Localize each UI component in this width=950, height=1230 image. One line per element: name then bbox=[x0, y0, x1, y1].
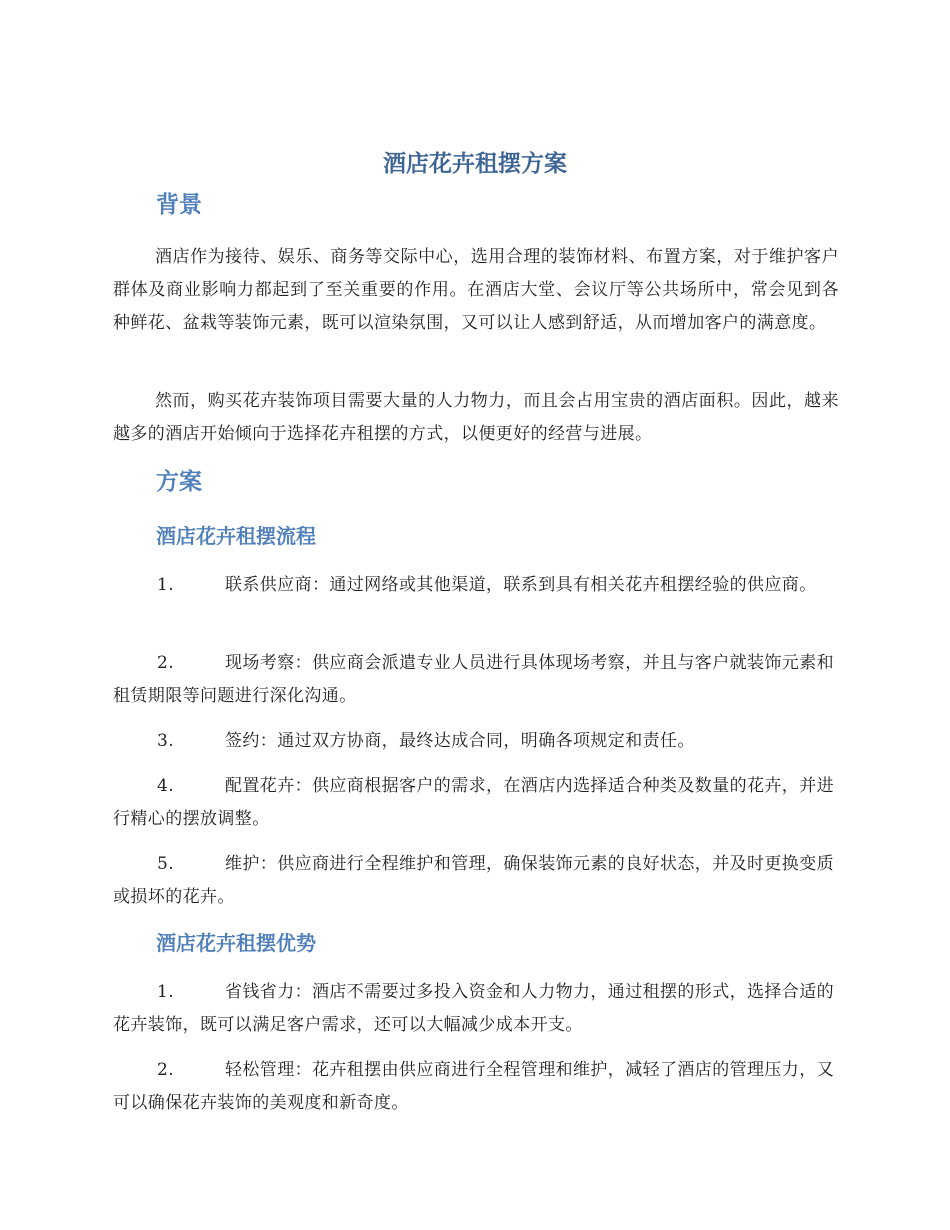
list-item-number: 2. bbox=[157, 1060, 175, 1080]
list-item-number: 2. bbox=[157, 653, 175, 673]
background-paragraph-2: 然而，购买花卉装饰项目需要大量的人力物力，而且会占用宝贵的酒店面积。因此，越来越多的酒店开始倾向于选择花卉租摆的方式，以便更好的经营与进展。 bbox=[113, 391, 839, 444]
list-item-text: 维护：供应商进行全程维护和管理，确保装饰元素的良好状态，并及时更换变质或损坏的花卉。 bbox=[113, 854, 834, 907]
list-item-number: 1. bbox=[157, 575, 175, 595]
list-item-text: 配置花卉：供应商根据客户的需求，在酒店内选择适合种类及数量的花卉，并进行精心的摆放调整。 bbox=[113, 776, 834, 829]
subsection-heading-process: 酒店花卉租摆流程 bbox=[156, 524, 316, 548]
list-item-text: 签约：通过双方协商，最终达成合同，明确各项规定和责任。 bbox=[225, 731, 695, 751]
section-heading-plan: 方案 bbox=[156, 469, 202, 495]
list-item-number: 4. bbox=[157, 776, 175, 796]
process-list-item bbox=[113, 770, 839, 836]
process-list-item bbox=[113, 725, 839, 758]
process-list-item bbox=[113, 647, 839, 713]
subsection-heading-advantages: 酒店花卉租摆优势 bbox=[156, 931, 316, 955]
advantage-list-item bbox=[113, 1054, 839, 1120]
background-paragraph-1: 酒店作为接待、娱乐、商务等交际中心，选用合理的装饰材料、布置方案，对于维护客户群体及商业影响力都起到了至关重要的作用。在酒店大堂、会议厅等公共场所中，常会见到各种鲜花、盆栽等装饰元素，既可以渲染氛围，又可以让人感到舒适，从而增加客户的满意度。 bbox=[113, 247, 839, 333]
list-item-number: 3. bbox=[157, 731, 175, 751]
advantage-list-item bbox=[113, 976, 839, 1042]
list-item-text: 联系供应商：通过网络或其他渠道，联系到具有相关花卉租摆经验的供应商。 bbox=[225, 575, 817, 595]
process-list-item bbox=[113, 848, 839, 914]
list-item-number: 1. bbox=[157, 982, 175, 1002]
process-list-item bbox=[113, 569, 839, 602]
list-item-text: 轻松管理：花卉租摆由供应商进行全程管理和维护，减轻了酒店的管理压力，又可以确保花卉装饰的美观度和新奇度。 bbox=[113, 1060, 834, 1113]
section-heading-background: 背景 bbox=[156, 192, 202, 218]
document-title: 酒店花卉租摆方案 bbox=[383, 151, 567, 177]
list-item-text: 省钱省力：酒店不需要过多投入资金和人力物力，通过租摆的形式，选择合适的花卉装饰，既可以满足客户需求，还可以大幅减少成本开支。 bbox=[113, 982, 834, 1035]
list-item-number: 5. bbox=[157, 854, 175, 874]
list-item-text: 现场考察：供应商会派遣专业人员进行具体现场考察，并且与客户就装饰元素和租赁期限等问题进行深化沟通。 bbox=[113, 653, 834, 706]
